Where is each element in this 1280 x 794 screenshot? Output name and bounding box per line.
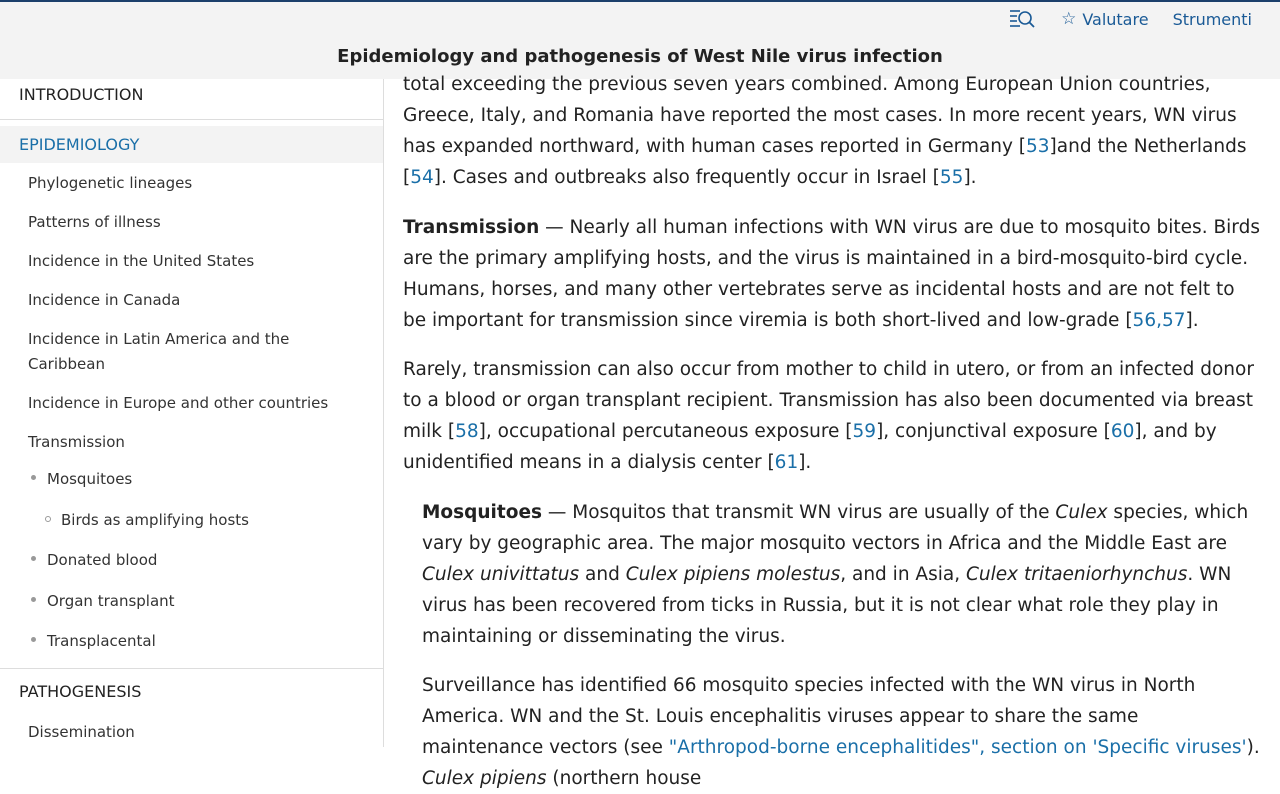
text: (northern house — [546, 768, 702, 789]
outline-item-patterns-of-illness[interactable]: Patterns of illness — [28, 213, 161, 231]
outline-item-transmission[interactable]: Transmission — [28, 433, 125, 451]
outline-item-incidence-us[interactable]: Incidence in the United States — [28, 252, 255, 270]
outline-item-dissemination[interactable]: Dissemination — [28, 723, 135, 741]
outline-item-birds[interactable] — [45, 511, 249, 529]
outline-item-donated-blood[interactable] — [31, 551, 157, 569]
reference-link[interactable]: 54 — [410, 167, 434, 188]
bullet-icon — [31, 637, 36, 642]
star-icon: ☆ — [1061, 9, 1077, 29]
outline-item-mosquitoes[interactable] — [31, 470, 132, 488]
bullet-icon — [31, 597, 36, 602]
text: ]. — [1185, 310, 1199, 331]
outline-section-introduction[interactable]: INTRODUCTION — [19, 85, 144, 104]
text: and — [579, 564, 626, 585]
text: Rarely, transmission can also occur from mother to child in utero, or from an infected donor to a blood or organ transplant recipient. Transmission has also been documented via breast milk [ — [403, 359, 1254, 442]
text: ). — [1246, 737, 1260, 758]
reference-link[interactable]: 59 — [852, 421, 877, 442]
paragraph-rare-transmission — [403, 354, 1263, 478]
reference-link[interactable]: 60 — [1110, 421, 1135, 442]
reference-link[interactable]: 61 — [774, 452, 799, 473]
text: ]and the Netherlands [ — [403, 136, 1247, 188]
outline-item-incidence-latin-america[interactable]: Incidence in Latin America and the Caribbean — [28, 330, 290, 373]
bullet-icon — [31, 556, 36, 561]
text: — Mosquitos that transmit WN virus are usually of the — [542, 502, 1056, 523]
outline-item-label: Organ transplant — [47, 592, 175, 610]
text: ]. — [798, 452, 812, 473]
reference-link[interactable]: 58 — [455, 421, 479, 442]
outline-item-label: Donated blood — [47, 551, 158, 569]
reference-link[interactable]: 56,57 — [1132, 310, 1186, 331]
outline-item-label: Transplacental — [47, 632, 156, 650]
outline-divider — [0, 668, 383, 669]
text: Surveillance has identified 66 mosquito species infected with the WN virus in North America. WN and the St. Louis encephalitis viruses appear to share the same maintenance vectors (see — [422, 675, 1196, 758]
paragraph-mosquitoes — [422, 497, 1262, 652]
text: total exceeding the previous seven years combined. Among European Union countries, Greece, Italy, and Romania have reported the most cases. In more recent years, WN virus has expanded northward, with human cases reported in Germany [ — [403, 74, 1237, 157]
text: ], and by unidentified means in a dialysis center [ — [403, 421, 1217, 473]
bullet-icon — [31, 475, 36, 480]
find-in-page-icon — [1009, 8, 1035, 30]
outline-item-label: Birds as amplifying hosts — [61, 511, 249, 529]
sub-bullet-icon — [45, 516, 51, 522]
section-heading-mosquitoes: Mosquitoes — [422, 502, 542, 523]
outline-section-pathogenesis[interactable]: PATHOGENESIS — [19, 682, 142, 701]
species-name: Culex pipiens molestus — [625, 564, 841, 585]
outline-item-organ-transplant[interactable] — [31, 592, 175, 610]
rate-label: Valutare — [1082, 9, 1149, 29]
outline-item-label: Mosquitoes — [47, 470, 133, 488]
reference-link[interactable]: 53 — [1026, 136, 1050, 157]
paragraph-transmission — [403, 212, 1263, 336]
header-tools — [1009, 8, 1252, 30]
topic-header — [0, 2, 1280, 79]
text: species, which vary by geographic area. The major mosquito vectors in Africa and the Middle East are — [422, 502, 1249, 554]
outline-item-incidence-canada[interactable]: Incidence in Canada — [28, 291, 181, 309]
species-name: Culex univittatus — [422, 564, 580, 585]
text: — Nearly all human infections with WN virus are due to mosquito bites. Birds are the primary amplifying hosts, and the virus is maintained in a bird-mosquito-bird cycle. Humans, horses, and many other vertebrates serve as incidental hosts and are not felt to be important for transmission since viremia is both short-lived and low-grade [ — [403, 217, 1260, 331]
text: , and in Asia, — [840, 564, 966, 585]
outline-item-incidence-europe[interactable]: Incidence in Europe and other countries — [28, 394, 329, 412]
outline-item-transplacental[interactable] — [31, 632, 156, 650]
outline-section-epidemiology[interactable]: EPIDEMIOLOGY — [0, 126, 383, 163]
text: ], conjunctival exposure [ — [876, 421, 1111, 442]
tools-label: Strumenti — [1172, 9, 1252, 29]
text: ], occupational percutaneous exposure [ — [478, 421, 853, 442]
text: ]. Cases and outbreaks also frequently occur in Israel [ — [433, 167, 940, 188]
page-title: Epidemiology and pathogenesis of West Nile virus infection — [337, 46, 943, 67]
section-heading-transmission: Transmission — [403, 217, 540, 238]
outline-sidebar — [0, 79, 384, 747]
topic-link[interactable]: "Arthropod-borne encephalitides", section on 'Specific viruses' — [668, 737, 1247, 758]
paragraph-europe-cases — [403, 69, 1263, 193]
species-name: Culex tritaeniorhynchus — [965, 564, 1188, 585]
rate-button[interactable] — [1061, 9, 1149, 29]
find-in-page-button[interactable] — [1009, 8, 1035, 30]
outline-divider — [0, 119, 383, 120]
species-name: Culex — [1055, 502, 1108, 523]
article-content — [384, 74, 1280, 789]
paragraph-surveillance — [422, 670, 1262, 794]
text: ]. — [963, 167, 977, 188]
species-name: Culex pipiens — [422, 768, 547, 789]
tools-button[interactable] — [1173, 10, 1252, 29]
text: . WN virus has been recovered from ticks in Russia, but it is not clear what role they play in maintaining or disseminating the virus. — [422, 564, 1232, 647]
reference-link[interactable]: 55 — [939, 167, 964, 188]
outline-item-phylogenetic-lineages[interactable]: Phylogenetic lineages — [28, 174, 193, 192]
